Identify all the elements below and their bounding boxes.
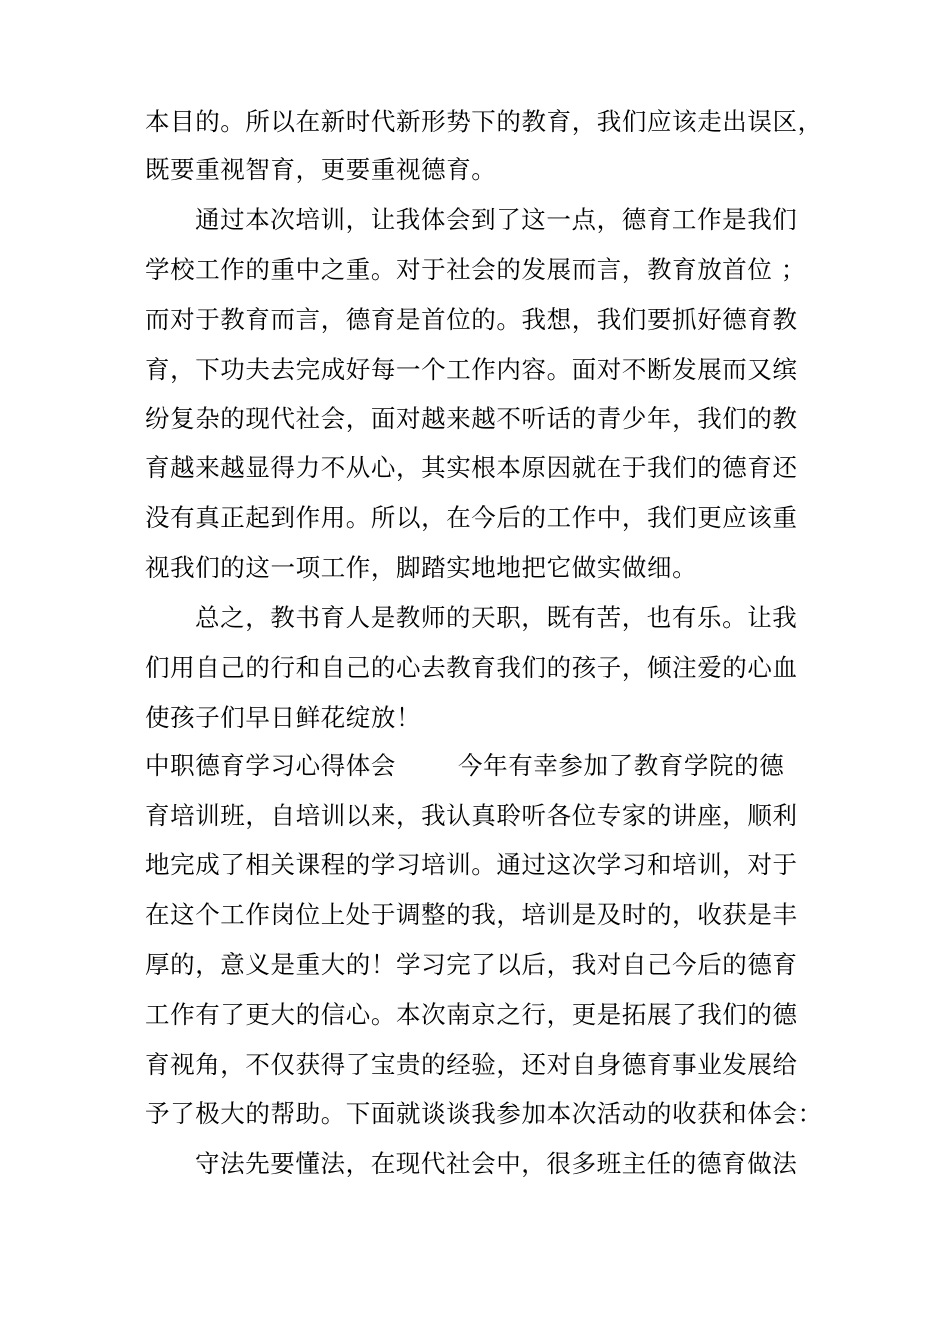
paragraph-line: 育越来越显得力不从心，其实根本原因就在于我们的德育还 — [145, 453, 798, 482]
paragraph-line: 们用自己的行和自己的心去教育我们的孩子，倾注爱的心血 — [145, 653, 798, 682]
paragraph-line: 通过本次培训，让我体会到了这一点，德育工作是我们 — [195, 205, 798, 234]
section-title-row — [145, 741, 825, 791]
paragraph-line: 守法先要懂法，在现代社会中，很多班主任的德育做法 — [195, 1149, 798, 1178]
paragraph-line: 学校工作的重中之重。对于社会的发展而言，教育放首位 ； — [145, 255, 806, 284]
paragraph-line: 育视角，不仅获得了宝贵的经验，还对自身德育事业发展给 — [145, 1050, 798, 1079]
section-title: 中职德育学习心得体会 — [145, 751, 396, 780]
paragraph-line: 总之，教书育人是教师的天职，既有苦，也有乐。让我 — [195, 603, 798, 632]
paragraph-line: 视我们的这一项工作，脚踏实地地把它做实做细。 — [145, 553, 698, 582]
paragraph-line: 而对于教育而言，德育是首位的。我想，我们要抓好德育教 — [145, 305, 798, 334]
paragraph-line: 本目的。所以在新时代新形势下的教育，我们应该走出误区， — [145, 107, 823, 136]
paragraph-line: 工作有了更大的信心。本次南京之行，更是拓展了我们的德 — [145, 1000, 798, 1029]
paragraph-line: 既要重视智育，更要重视德育。 — [145, 155, 497, 184]
paragraph-line: 予了极大的帮助。下面就谈谈我参加本次活动的收获和体会： — [145, 1099, 823, 1128]
paragraph-line: 地完成了相关课程的学习培训。通过这次学习和培训，对于 — [145, 850, 798, 879]
paragraph-line: 育培训班，自培训以来，我认真聆听各位专家的讲座，顺利 — [145, 801, 798, 830]
paragraph-line: 育，下功夫去完成好每一个工作内容。面对不断发展而又缤 — [145, 355, 798, 384]
paragraph-line: 在这个工作岗位上处于调整的我，培训是及时的，收获是丰 — [145, 900, 798, 929]
section-first-line: 今年有幸参加了教育学院的德 — [458, 751, 785, 780]
paragraph-line: 没有真正起到作用。所以，在今后的工作中，我们更应该重 — [145, 503, 798, 532]
paragraph-line: 纷复杂的现代社会，面对越来越不听话的青少年，我们的教 — [145, 404, 798, 433]
paragraph-line: 使孩子们早日鲜花绽放！ — [145, 703, 422, 732]
paragraph-line: 厚的，意义是重大的！学习完了以后，我对自己今后的德育 — [145, 950, 798, 979]
